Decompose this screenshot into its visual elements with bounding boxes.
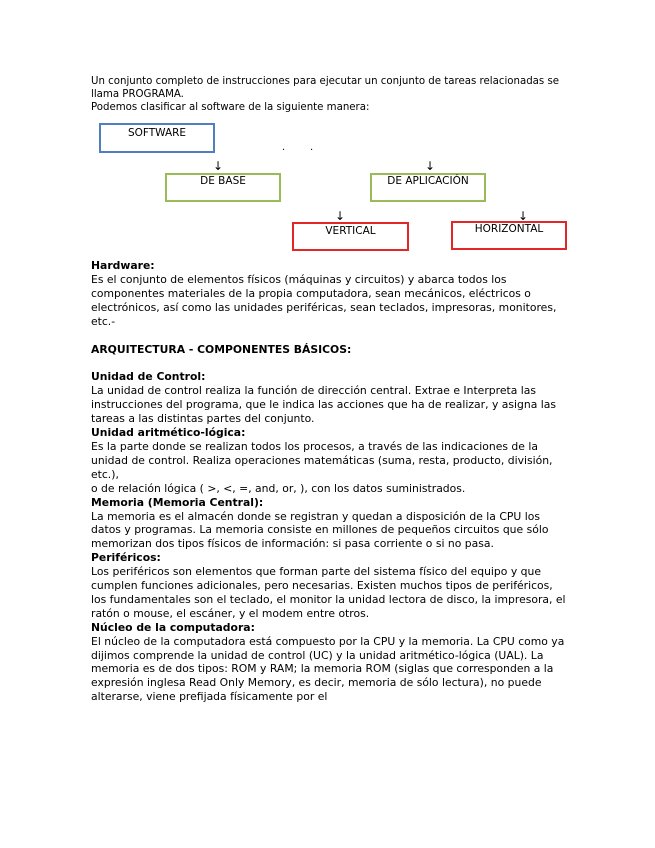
- de-base-box: [165, 173, 281, 202]
- intro-line-1: Un conjunto completo de instrucciones para ejecutar un conjunto de tareas relacionadas se llama PROGRAMA.: [91, 76, 560, 100]
- intro-line-2: Podemos clasificar al software de la siguiente manera:: [91, 102, 370, 113]
- de-aplicacion-box: [370, 173, 486, 202]
- memoria-heading: Memoria (Memoria Central):: [91, 495, 264, 509]
- arrow-down-icon: ↓: [335, 209, 346, 223]
- software-box: [99, 123, 215, 153]
- arquitectura-heading: ARQUITECTURA - COMPONENTES BÁSICOS:: [91, 342, 352, 356]
- arrow-down-icon: ↓: [518, 209, 529, 223]
- control-heading: Unidad de Control:: [91, 370, 206, 384]
- intro-text: [91, 75, 561, 114]
- vertical-label: VERTICAL: [325, 225, 376, 237]
- alu-heading: Unidad aritmético-lógica:: [91, 426, 246, 440]
- nucleo-paragraph: El núcleo de la computadora está compuesto por la CPU y la memoria. La CPU como ya dijimos comprende la unidad de control (UC) y la unidad aritmético-lógica (UAL). La memoria es de dos tipos: ROM y RAM; la memoria ROM (siglas que corresponden a la expresión inglesa Read Only Memory, es decir, memoria de sólo lectura), no puede alterarse, viene prefijada físicamente por el: [91, 634, 565, 704]
- dot-1: .: [282, 142, 286, 153]
- arrow-down-icon: ↓: [425, 159, 436, 173]
- vertical-box: [292, 222, 409, 251]
- perifericos-heading: Periféricos:: [91, 551, 161, 565]
- hardware-heading: Hardware:: [91, 259, 155, 272]
- perifericos-paragraph: Los periféricos son elementos que forman parte del sistema físico del equipo y que cumplen funciones adicionales, pero necesarias. Existen muchos tipos de periféricos, los fundamentales son el teclado, el monitor la unidad lectora de disco, la impresora, el ratón o mouse, el escáner, y el modem entre otros.: [91, 565, 566, 620]
- arrow-down-icon: ↓: [213, 159, 224, 173]
- hardware-paragraph: Es el conjunto de elementos físicos (máquinas y circuitos) y abarca todos los componentes materiales de la propia computadora, sean mecánicos, eléctricos o electrónicos, así como las unidades periféricas, sean teclados, impresoras, monitores, etc.-: [91, 272, 557, 328]
- main-content: [91, 259, 566, 704]
- de-base-label: DE BASE: [200, 175, 246, 187]
- alu-paragraph-2: o de relación lógica ( >, <, =, and, or, ), con los datos suministrados.: [91, 481, 466, 495]
- control-paragraph: La unidad de control realiza la función de dirección central. Extrae e Interpreta las instrucciones del programa, que le indica las acciones que ha de realizar, y asigna las tareas a las distintas partes del conjunto.: [91, 384, 557, 426]
- software-label: SOFTWARE: [127, 127, 187, 139]
- alu-paragraph-1: Es la parte donde se realizan todos los procesos, a través de las indicaciones de la unidad de control. Realiza operaciones matemáticas (suma, resta, producto, división, etc.),: [91, 439, 553, 481]
- dot-2: .: [310, 142, 314, 153]
- de-aplicacion-label: DE APLICACIÓN: [387, 175, 469, 187]
- horizontal-box: [451, 221, 567, 250]
- memoria-paragraph: La memoria es el almacén donde se registran y quedan a disposición de la CPU los datos y programas. La memoria consiste en millones de pequeños circuitos que sólo memorizan dos tipos físicos de información: si pasa corriente o si no pasa.: [91, 509, 549, 551]
- horizontal-label: HORIZONTAL: [474, 223, 544, 235]
- nucleo-heading: Núcleo de la computadora:: [91, 620, 255, 634]
